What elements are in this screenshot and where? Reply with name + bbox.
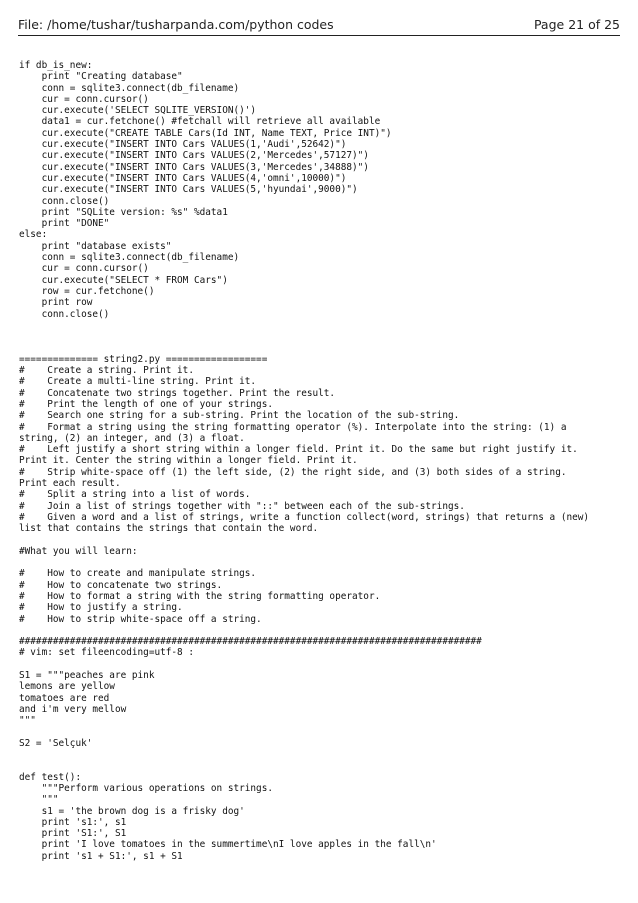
code-line: # Given a word and a list of strings, write a function collect(word, strings) that returns a (new) <box>19 511 590 523</box>
code-line: row = cur.fetchone() <box>19 285 155 297</box>
code-line: conn.close() <box>19 308 110 320</box>
code-line: if db_is_new: <box>19 60 93 71</box>
code-line: """Perform various operations on strings. <box>19 783 273 794</box>
code-line: conn = sqlite3.connect(db_filename) <box>19 252 240 264</box>
code-line: cur.execute("INSERT INTO Cars VALUES(4,'omni',10000)") <box>19 172 347 184</box>
code-line: S2 = 'Selçuk' <box>19 737 93 749</box>
code-line: # How to format a string with the string formatting operator. <box>19 590 381 602</box>
code-line: cur.execute("CREATE TABLE Cars(Id INT, Name TEXT, Price INT)") <box>19 127 392 139</box>
code-line: print "database exists" <box>19 240 172 252</box>
code-line: # Print the length of one of your strings. <box>19 398 273 410</box>
code-line: print 'S1:', S1 <box>19 828 127 840</box>
code-line: cur.execute("SELECT * FROM Cars") <box>19 274 228 286</box>
code-line: def test(): <box>19 771 82 783</box>
code-line: # Search one string for a sub-string. Print the location of the sub-string. <box>19 410 460 422</box>
code-line: data1 = cur.fetchone() #fetchall will retrieve all available <box>19 116 381 128</box>
code-line: cur.execute("INSERT INTO Cars VALUES(5,'hyundai',9000)") <box>19 184 358 196</box>
code-line: # How to concatenate two strings. <box>19 579 223 591</box>
code-line: list that contains the strings that contain the word. <box>19 523 319 535</box>
code-line: tomatoes are red <box>19 692 110 704</box>
code-line: # How to justify a string. <box>19 602 183 614</box>
code-line: # Join a list of strings together with "::" between each of the sub-strings. <box>19 500 465 512</box>
code-line: print "SQLite version: %s" %data1 <box>19 206 228 218</box>
code-line: cur.execute("INSERT INTO Cars VALUES(3,'Mercedes',34888)") <box>19 161 369 173</box>
code-listing <box>19 60 631 862</box>
page-number-label: Page 21 of 25 <box>533 17 620 32</box>
code-line: else: <box>19 229 48 241</box>
code-line: cur.execute('SELECT SQLITE_VERSION()') <box>19 105 257 117</box>
code-line: print row <box>19 297 93 309</box>
code-line: and i'm very mellow <box>19 703 127 715</box>
code-line: ################################################################################## <box>19 636 482 648</box>
code-line: print 's1:', s1 <box>19 816 127 828</box>
code-line: # Format a string using the string formatting operator (%). Interpolate into the string: (1) a <box>19 421 567 433</box>
code-line: S1 = """peaches are pink <box>19 670 155 682</box>
code-line: # Create a string. Print it. <box>19 365 194 377</box>
page-header <box>18 11 620 36</box>
code-line: lemons are yellow <box>19 681 115 693</box>
code-line: cur = conn.cursor() <box>19 93 149 105</box>
code-line: s1 = 'the brown dog is a frisky dog' <box>19 805 245 817</box>
code-line: Print it. Center the string within a longer field. Print it. <box>19 455 358 467</box>
code-line: cur = conn.cursor() <box>19 263 149 275</box>
code-line: """ <box>19 715 36 727</box>
code-line: # How to strip white-space off a string. <box>19 613 262 625</box>
code-line: # Strip white-space off (1) the left side, (2) the right side, and (3) both sides of a string. <box>19 466 567 478</box>
code-line: #What you will learn: <box>19 545 138 557</box>
code-line: # Create a multi-line string. Print it. <box>19 376 257 388</box>
code-line: Print each result. <box>19 477 121 489</box>
code-line: conn = sqlite3.connect(db_filename) <box>19 82 240 94</box>
code-line: # How to create and manipulate strings. <box>19 568 257 580</box>
code-line: ============== string2.py ================== <box>19 353 268 365</box>
code-line: # vim: set fileencoding=utf-8 : <box>19 647 194 659</box>
code-line: # Left justify a short string within a longer field. Print it. Do the same but right justify it. <box>19 444 578 456</box>
file-path-label: File: /home/tushar/tusharpanda.com/python codes <box>18 17 334 32</box>
code-line: """ <box>19 794 59 806</box>
code-line: conn.close() <box>19 195 110 207</box>
code-line: # Concatenate two strings together. Print the result. <box>19 387 336 399</box>
code-line: print 's1 + S1:', s1 + S1 <box>19 850 183 862</box>
code-line: cur.execute("INSERT INTO Cars VALUES(1,'Audi',52642)") <box>19 139 347 151</box>
code-line: string, (2) an integer, and (3) a float. <box>19 432 245 444</box>
code-line: cur.execute("INSERT INTO Cars VALUES(2,'Mercedes',57127)") <box>19 150 369 162</box>
code-line: # Split a string into a list of words. <box>19 489 251 501</box>
code-line: print 'I love tomatoes in the summertime\nI love apples in the fall\n' <box>19 839 437 851</box>
code-line: print "Creating database" <box>19 71 183 83</box>
code-line: print "DONE" <box>19 218 110 230</box>
